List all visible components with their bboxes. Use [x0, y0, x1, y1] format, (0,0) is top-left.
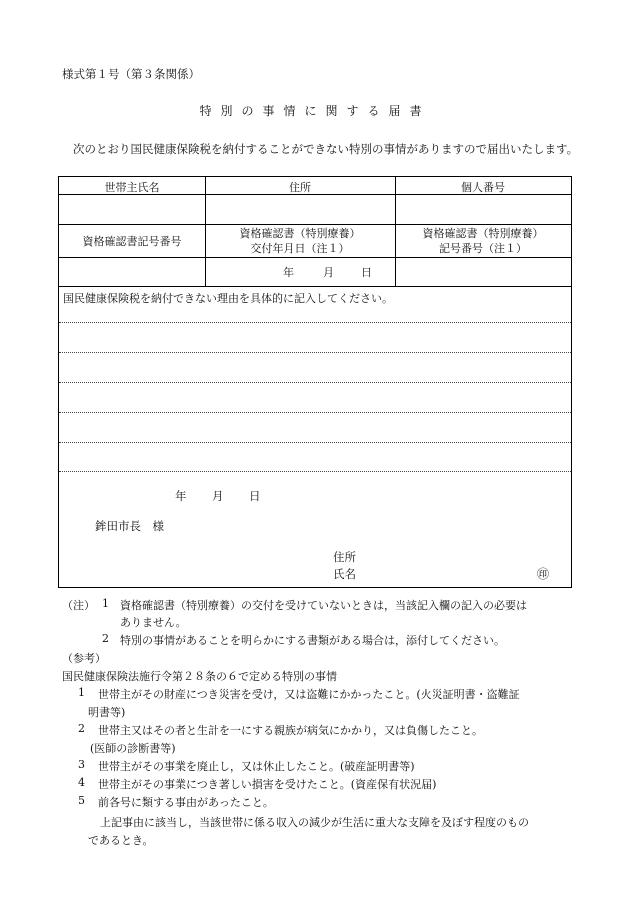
- reason-line[interactable]: [59, 412, 571, 413]
- issue-date-field[interactable]: [205, 258, 395, 286]
- reason-line[interactable]: [59, 322, 571, 323]
- ref-item-2-number: 2: [78, 722, 85, 735]
- issue-date-line1: 資格確認書（特別療養）: [239, 227, 361, 240]
- header-individual-number: 個人番号: [461, 181, 505, 194]
- notes-prefix: （注）: [62, 599, 95, 612]
- sign-month: 月: [212, 489, 224, 503]
- row-divider: [59, 286, 571, 287]
- address-label: 住所: [333, 550, 356, 564]
- reference-label: （参考）: [62, 652, 106, 665]
- special-number-line2: 記号番号（注１）: [439, 242, 527, 255]
- row-divider: [59, 224, 571, 225]
- note-1-line1: 資格確認書（特別療養）の交付を受けていないときは，当該記入欄の記入の必要は: [120, 599, 527, 612]
- intro-text: 次のとおり国民健康保険税を納付することができない特別の事情がありますので届出いたします。: [73, 142, 579, 156]
- ref-item-5-text: 前各号に類する事由があったこと。: [98, 796, 274, 809]
- addressee: 鉾田市長 様: [95, 519, 164, 533]
- header-special-number: [395, 226, 571, 256]
- ref-item-3-text: 世帯主がその事業を廃止し，又は休止したこと。(破産証明書等): [98, 760, 415, 773]
- issue-date-year: 年: [283, 266, 294, 279]
- ref-item-2-line2: (医師の診断書等): [90, 742, 176, 755]
- header-address: 住所: [289, 181, 311, 194]
- reason-line[interactable]: [59, 471, 571, 472]
- certificate-number-field[interactable]: [59, 258, 205, 286]
- closing-line2: であるとき。: [88, 834, 154, 847]
- name-label: 氏名: [333, 567, 356, 581]
- form-box: [58, 176, 572, 588]
- sign-year: 年: [175, 489, 187, 503]
- special-number-line1: 資格確認書（特別療養）: [422, 227, 544, 240]
- note-2-text: 特別の事情があることを明らかにする書類がある場合は，添付してください。: [120, 634, 505, 647]
- ref-item-4-text: 世帯主がその事業につき著しい損害を受けたこと。(資産保有状況届): [98, 778, 437, 791]
- individual-number-field[interactable]: [395, 195, 571, 224]
- householder-name-field[interactable]: [59, 195, 205, 224]
- ref-item-1-line1: 世帯主がその財産につき災害を受け，又は盗難にかかったこと。(火災証明書・盗難証: [98, 688, 520, 701]
- note-1-number: 1: [102, 597, 109, 610]
- issue-date-day: 日: [361, 266, 372, 279]
- ref-item-1-line2: 明書等): [88, 706, 126, 719]
- ref-item-2-line1: 世帯主又はその者と生計を一にする親族が病気にかかり，又は負傷したこと。: [98, 724, 483, 737]
- reference-heading: 国民健康保険法施行令第２８条の６で定める特別の事情: [62, 670, 337, 683]
- issue-date-line2: 交付年月日（注１）: [250, 242, 350, 255]
- issue-date-month: 月: [323, 266, 334, 279]
- note-1-line2: ありません。: [120, 616, 187, 629]
- closing-line1: 上記事由に該当し，当該世帯に係る収入の減少が生活に重大な支障を及ぼす程度のもの: [100, 816, 529, 829]
- sign-day: 日: [249, 489, 261, 503]
- ref-item-5-number: 5: [78, 794, 85, 807]
- reason-label: 国民健康保険税を納付できない理由を具体的に記入してください。: [63, 292, 393, 305]
- address-field[interactable]: [205, 195, 395, 224]
- header-certificate-number: 資格確認書記号番号: [82, 235, 182, 248]
- reason-line[interactable]: [59, 382, 571, 383]
- ref-item-3-number: 3: [78, 758, 85, 771]
- ref-item-4-number: 4: [78, 776, 85, 789]
- seal-mark: ㊞: [537, 567, 550, 581]
- page-title: 特別の事情に関する届書: [199, 104, 431, 118]
- note-2-number: 2: [102, 632, 109, 645]
- special-number-field[interactable]: [395, 258, 571, 286]
- header-householder-name: 世帯主氏名: [104, 181, 160, 194]
- ref-item-1-number: 1: [78, 686, 85, 699]
- reason-line[interactable]: [59, 442, 571, 443]
- reason-line[interactable]: [59, 352, 571, 353]
- header-issue-date: [205, 226, 395, 256]
- form-label: 様式第１号（第３条関係）: [62, 67, 200, 81]
